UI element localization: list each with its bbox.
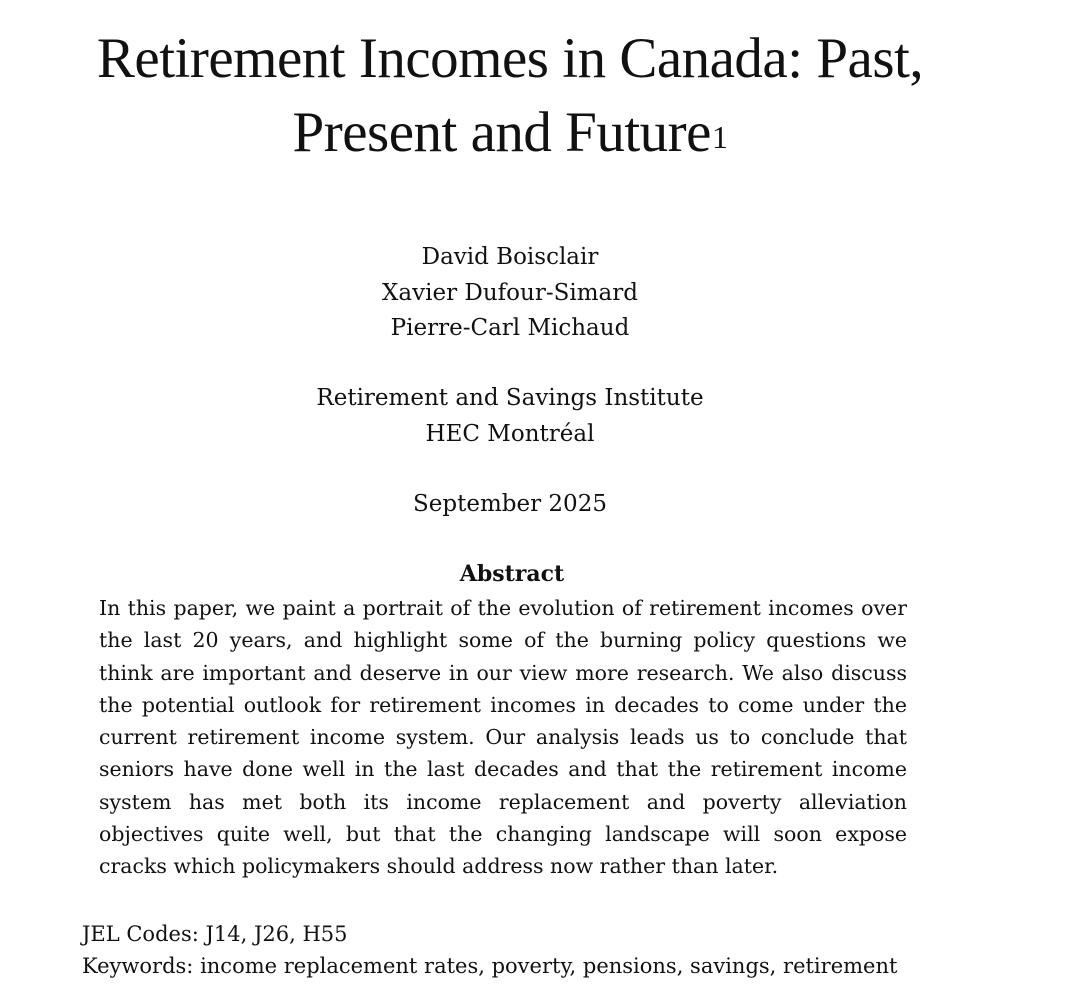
author-name: Xavier Dufour-Simard [382,279,638,306]
jel-codes-label: JEL Codes: [82,922,199,946]
jel-codes-value: J14, J26, H55 [205,922,348,946]
keywords-value: income replacement rates, poverty, pensions, savings, retirement [200,954,898,978]
title-line-1: Retirement Incomes in Canada: Past, [96,27,924,90]
publication-date: September 2025 [413,491,607,517]
affiliation [0,381,1020,452]
author-name: Pierre-Carl Michaud [390,315,630,341]
abstract-heading: Abstract [459,561,565,587]
jel-codes-line [82,918,897,950]
title-line-2-text: Present and Future [292,101,711,164]
paper-metadata [82,918,897,982]
title-line-2 [0,96,1020,170]
paper-title [0,22,1020,170]
keywords-label: Keywords: [82,954,194,978]
keywords-line [82,950,897,982]
affiliation-school: HEC Montréal [425,420,595,447]
author-list [0,240,1020,347]
abstract-text: In this paper, we paint a portrait of the evolution of retirement incomes over the last 20 years, and highlight some of the burning policy questions we think are important and deserve in our view more research. We also discuss the potential outlook for retirement incomes in decades to come under the current retirement income system. Our analysis leads us to conclude that seniors have done well in the last decades and that the retirement income system has met both its income replacement and poverty alleviation objectives quite well, but that the changing landscape will soon expose cracks which policymakers should address now rather than later. [99,596,907,879]
affiliation-institute: Retirement and Savings Institute [316,385,704,411]
author-name: David Boisclair [421,244,599,270]
title-footnote-marker[interactable]: 1 [711,119,728,155]
